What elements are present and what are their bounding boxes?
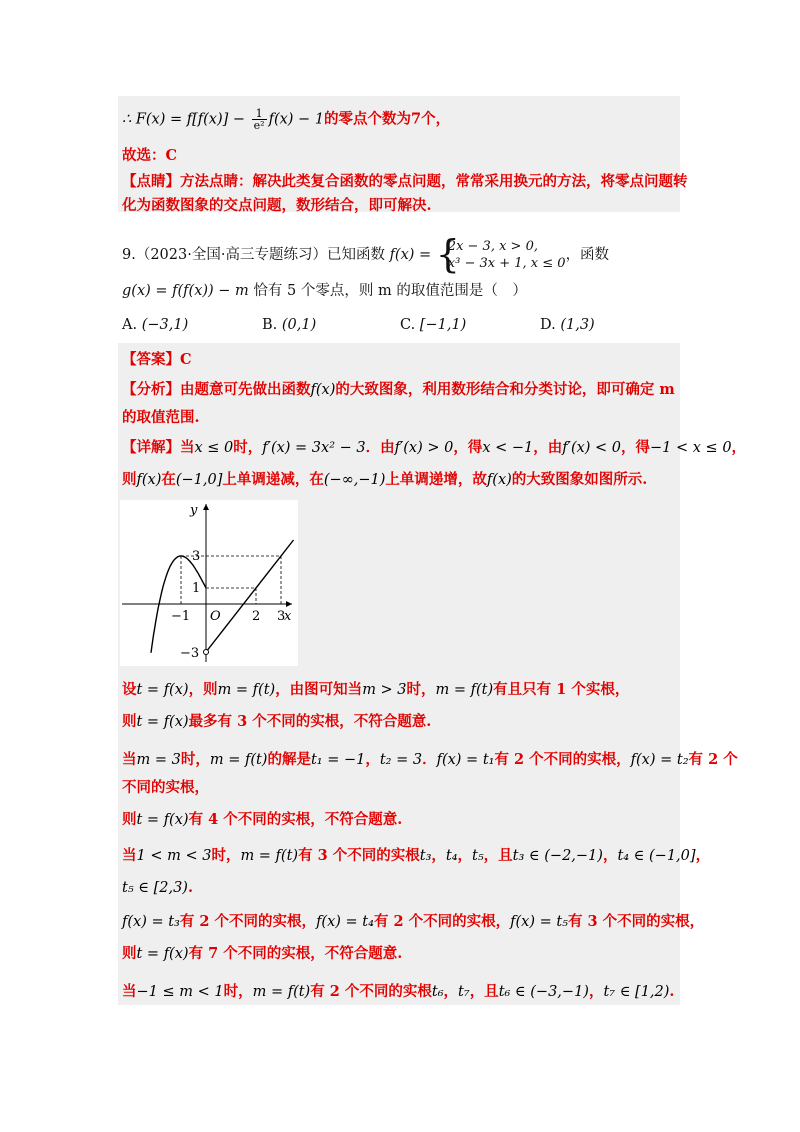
solution-text: 则 xyxy=(122,945,137,962)
option-b: B. (0,1) xyxy=(262,317,317,333)
solution-text: 上单调递减，在 xyxy=(222,471,324,488)
solution-line xyxy=(122,778,209,798)
solution-text: 有 3 个不同的实根， xyxy=(568,913,705,930)
math-expression: 1 < m < 3 xyxy=(136,848,212,864)
math-expression: f(x) = t₄ xyxy=(316,914,374,930)
y-axis-arrow xyxy=(203,504,209,510)
solution-text: ， xyxy=(457,847,473,864)
question-source: 9.（2023·全国·高三专题练习）已知函数 xyxy=(122,247,385,263)
solution-text: ， xyxy=(431,847,446,864)
solution-text: 有 4 个不同的实根，不符合题意. xyxy=(188,811,403,828)
math-expression: t₅ ∈ [2,3) xyxy=(122,880,188,896)
question-gx: g(x) = f(f(x)) − m xyxy=(122,283,249,299)
solution-text: 有 2 个 xyxy=(688,751,738,768)
tick-label: 3 xyxy=(192,549,201,564)
question-after-piece: ，函数 xyxy=(565,247,610,263)
question-line-2 xyxy=(122,281,527,301)
question-fx: f(x) = xyxy=(389,247,432,263)
math-expression: m = f(t) xyxy=(217,682,276,698)
math-expression: m = f(t) xyxy=(209,752,268,768)
solution-text: ，由 xyxy=(533,439,563,456)
detail-label: 【详解】 xyxy=(122,439,180,456)
piecewise-definition: { 2x − 3, x > 0, x³ − 3x + 1, x ≤ 0 xyxy=(435,232,566,276)
solution-text: 当 xyxy=(180,439,195,456)
solution-text: 则 xyxy=(122,811,137,828)
math-expression: t = f(x) xyxy=(136,812,189,828)
solution-text: 上单调递增，故 xyxy=(385,471,487,488)
solution-text: ， xyxy=(731,439,747,456)
math-expression: f(x) xyxy=(486,472,512,488)
solution-text: 时， xyxy=(233,439,263,456)
solution-text: . xyxy=(669,983,675,1000)
solution-line xyxy=(122,982,674,1002)
solution-line xyxy=(122,878,193,898)
solution-text: ， xyxy=(443,983,459,1000)
math-expression: t₂ = 3 xyxy=(379,752,423,768)
math-expression: f(x) xyxy=(136,472,162,488)
math-expression: m > 3 xyxy=(362,682,407,698)
math-expression: t₅ xyxy=(472,848,484,864)
tick-label: 2 xyxy=(252,609,261,624)
solution-text: ，由图可知当 xyxy=(275,681,363,698)
fraction: $\frac{1}{\text{e²}}$ xyxy=(253,107,265,132)
conclusion-formula: ∴ F(x) = f[f(x)] − xyxy=(122,111,250,128)
solution-text: 有 2 个不同的实根 xyxy=(310,983,432,1000)
analysis-label: 【分析】 xyxy=(122,381,180,398)
solution-text: 有且只有 1 个实根， xyxy=(493,681,630,698)
tick-label: 1 xyxy=(192,581,201,596)
solution-line xyxy=(122,944,402,964)
solution-text: 的解是 xyxy=(267,751,311,768)
math-expression: t = f(x) xyxy=(136,946,189,962)
solution-text: ， xyxy=(695,847,711,864)
option-a: A. (−3,1) xyxy=(122,317,189,333)
x-axis-label: x xyxy=(284,609,292,624)
solution-text: 有 2 个不同的实根， xyxy=(373,913,511,930)
solution-text: ， xyxy=(588,983,604,1000)
math-expression: t₇ ∈ [1,2) xyxy=(603,984,670,1000)
piece-1: 2x − 3, x > 0, xyxy=(447,239,538,254)
solution-text: 时， xyxy=(211,847,241,864)
tick-label: −1 xyxy=(171,609,191,624)
solution-line xyxy=(122,810,402,830)
solution-line xyxy=(122,846,710,866)
math-expression: f(x) = t₅ xyxy=(510,914,568,930)
math-expression: f(x) = t₃ xyxy=(122,914,180,930)
answer-line xyxy=(122,350,192,370)
math-expression: t₇ xyxy=(458,984,470,1000)
solution-text: ， xyxy=(602,847,618,864)
math-expression: f′(x) > 0 xyxy=(394,440,454,456)
solution-text: 则 xyxy=(122,471,137,488)
solution-text: 最多有 3 个不同的实根，不符合题意. xyxy=(188,713,432,730)
solution-text: . xyxy=(187,879,194,896)
solution-text: 当 xyxy=(122,847,137,864)
math-expression: t₃ xyxy=(419,848,432,864)
solution-text: 有 3 个不同的实根 xyxy=(298,847,420,864)
solution-text: 时， xyxy=(406,681,436,698)
solution-text: 设 xyxy=(122,681,137,698)
open-endpoint xyxy=(204,650,209,655)
math-expression: −1 ≤ m < 1 xyxy=(136,984,224,1000)
comment-line-2: 化为函数图象的交点问题，数形结合，即可解决. xyxy=(122,197,432,214)
conclusion-line xyxy=(122,108,450,131)
math-expression: f(x) = t₁ xyxy=(436,752,495,768)
math-expression: m = 3 xyxy=(136,752,181,768)
solution-text: 不同的实根， xyxy=(122,779,209,796)
math-expression: t₄ xyxy=(445,848,458,864)
option-d: D. (1,3) xyxy=(540,317,595,333)
math-expression: m = f(t) xyxy=(252,984,311,1000)
detail-line-2 xyxy=(122,470,647,490)
answer-value: C xyxy=(180,351,192,368)
x-axis-arrow xyxy=(286,601,292,607)
solution-text: 当 xyxy=(122,751,137,768)
solution-line xyxy=(122,912,704,932)
solution-text: ，则 xyxy=(188,681,218,698)
comment-line xyxy=(122,172,688,192)
math-expression: m = f(t) xyxy=(240,848,299,864)
solution-line xyxy=(122,750,738,770)
solution-text: 有 2 个不同的实根， xyxy=(494,751,631,768)
math-expression: t₄ ∈ (−1,0] xyxy=(617,848,696,864)
answer-select-line: 故选：C xyxy=(122,147,178,164)
math-expression: t = f(x) xyxy=(136,714,189,730)
math-expression: m = f(t) xyxy=(435,682,494,698)
tick-label: −3 xyxy=(180,646,200,661)
analysis-line: 【分析】由题意可先做出函数f(x)的大致图象，利用数形结合和分类讨论，即可确定 m xyxy=(122,381,675,398)
math-expression: t₁ = −1 xyxy=(310,752,366,768)
solution-text: 则 xyxy=(122,713,137,730)
conclusion-text: 的零点个数为7个， xyxy=(324,110,451,128)
solution-text: 的大致图象如图所示. xyxy=(511,471,648,488)
function-graph xyxy=(120,500,298,666)
conclusion-formula-tail: f(x) − 1 xyxy=(268,111,325,128)
math-expression: t₆ ∈ (−3,−1) xyxy=(498,984,589,1000)
solution-text: 有 7 个不同的实根，不符合题意. xyxy=(188,945,403,962)
math-expression: f′(x) = 3x² − 3 xyxy=(262,440,366,456)
analysis-line-2: 的取值范围. xyxy=(122,409,200,426)
solution-text: ，且 xyxy=(469,983,499,1000)
option-c: C. [−1,1) xyxy=(400,317,467,333)
math-expression: t₃ ∈ (−2,−1) xyxy=(512,848,603,864)
answer-label: 【答案】 xyxy=(122,351,180,368)
comment-text: 方法点睛：解决此类复合函数的零点问题，常常采用换元的方法，将零点问题转 xyxy=(180,173,688,190)
origin-label: O xyxy=(210,609,221,624)
piece-2: x³ − 3x + 1, x ≤ 0 xyxy=(447,256,566,271)
solution-text: ， xyxy=(365,751,380,768)
tick-label: 3 xyxy=(277,609,286,624)
math-expression: (−∞,−1) xyxy=(323,472,386,488)
math-expression: x ≤ 0 xyxy=(194,440,234,456)
solution-text: ，得 xyxy=(453,439,483,456)
math-expression: t₆ xyxy=(431,984,444,1000)
solution-text: 在 xyxy=(161,471,176,488)
solution-text: ，得 xyxy=(621,439,651,456)
math-expression: (−1,0] xyxy=(175,472,223,488)
solution-text: 时， xyxy=(223,983,253,1000)
detail-line-1 xyxy=(122,438,746,458)
solution-text: ． xyxy=(422,751,437,768)
solution-text: 时， xyxy=(180,751,210,768)
solution-text: 当 xyxy=(122,983,137,1000)
solution-text: ，且 xyxy=(483,847,513,864)
question-text: 恰有 5 个零点，则 m 的取值范围是（ ） xyxy=(248,283,527,299)
solution-line xyxy=(122,712,431,732)
math-expression: −1 < x ≤ 0 xyxy=(650,440,732,456)
comment-label: 【点睛】 xyxy=(122,173,180,190)
linear-branch xyxy=(206,540,294,652)
math-expression: f′(x) < 0 xyxy=(562,440,622,456)
question-line-1 xyxy=(122,232,610,276)
math-expression: f(x) = t₂ xyxy=(630,752,689,768)
solution-text: ．由 xyxy=(365,439,395,456)
y-axis-label: y xyxy=(190,503,198,518)
solution-line xyxy=(122,680,629,700)
math-expression: x < −1 xyxy=(482,440,534,456)
math-expression: t = f(x) xyxy=(136,682,189,698)
solution-text: 有 2 个不同的实根， xyxy=(179,913,317,930)
